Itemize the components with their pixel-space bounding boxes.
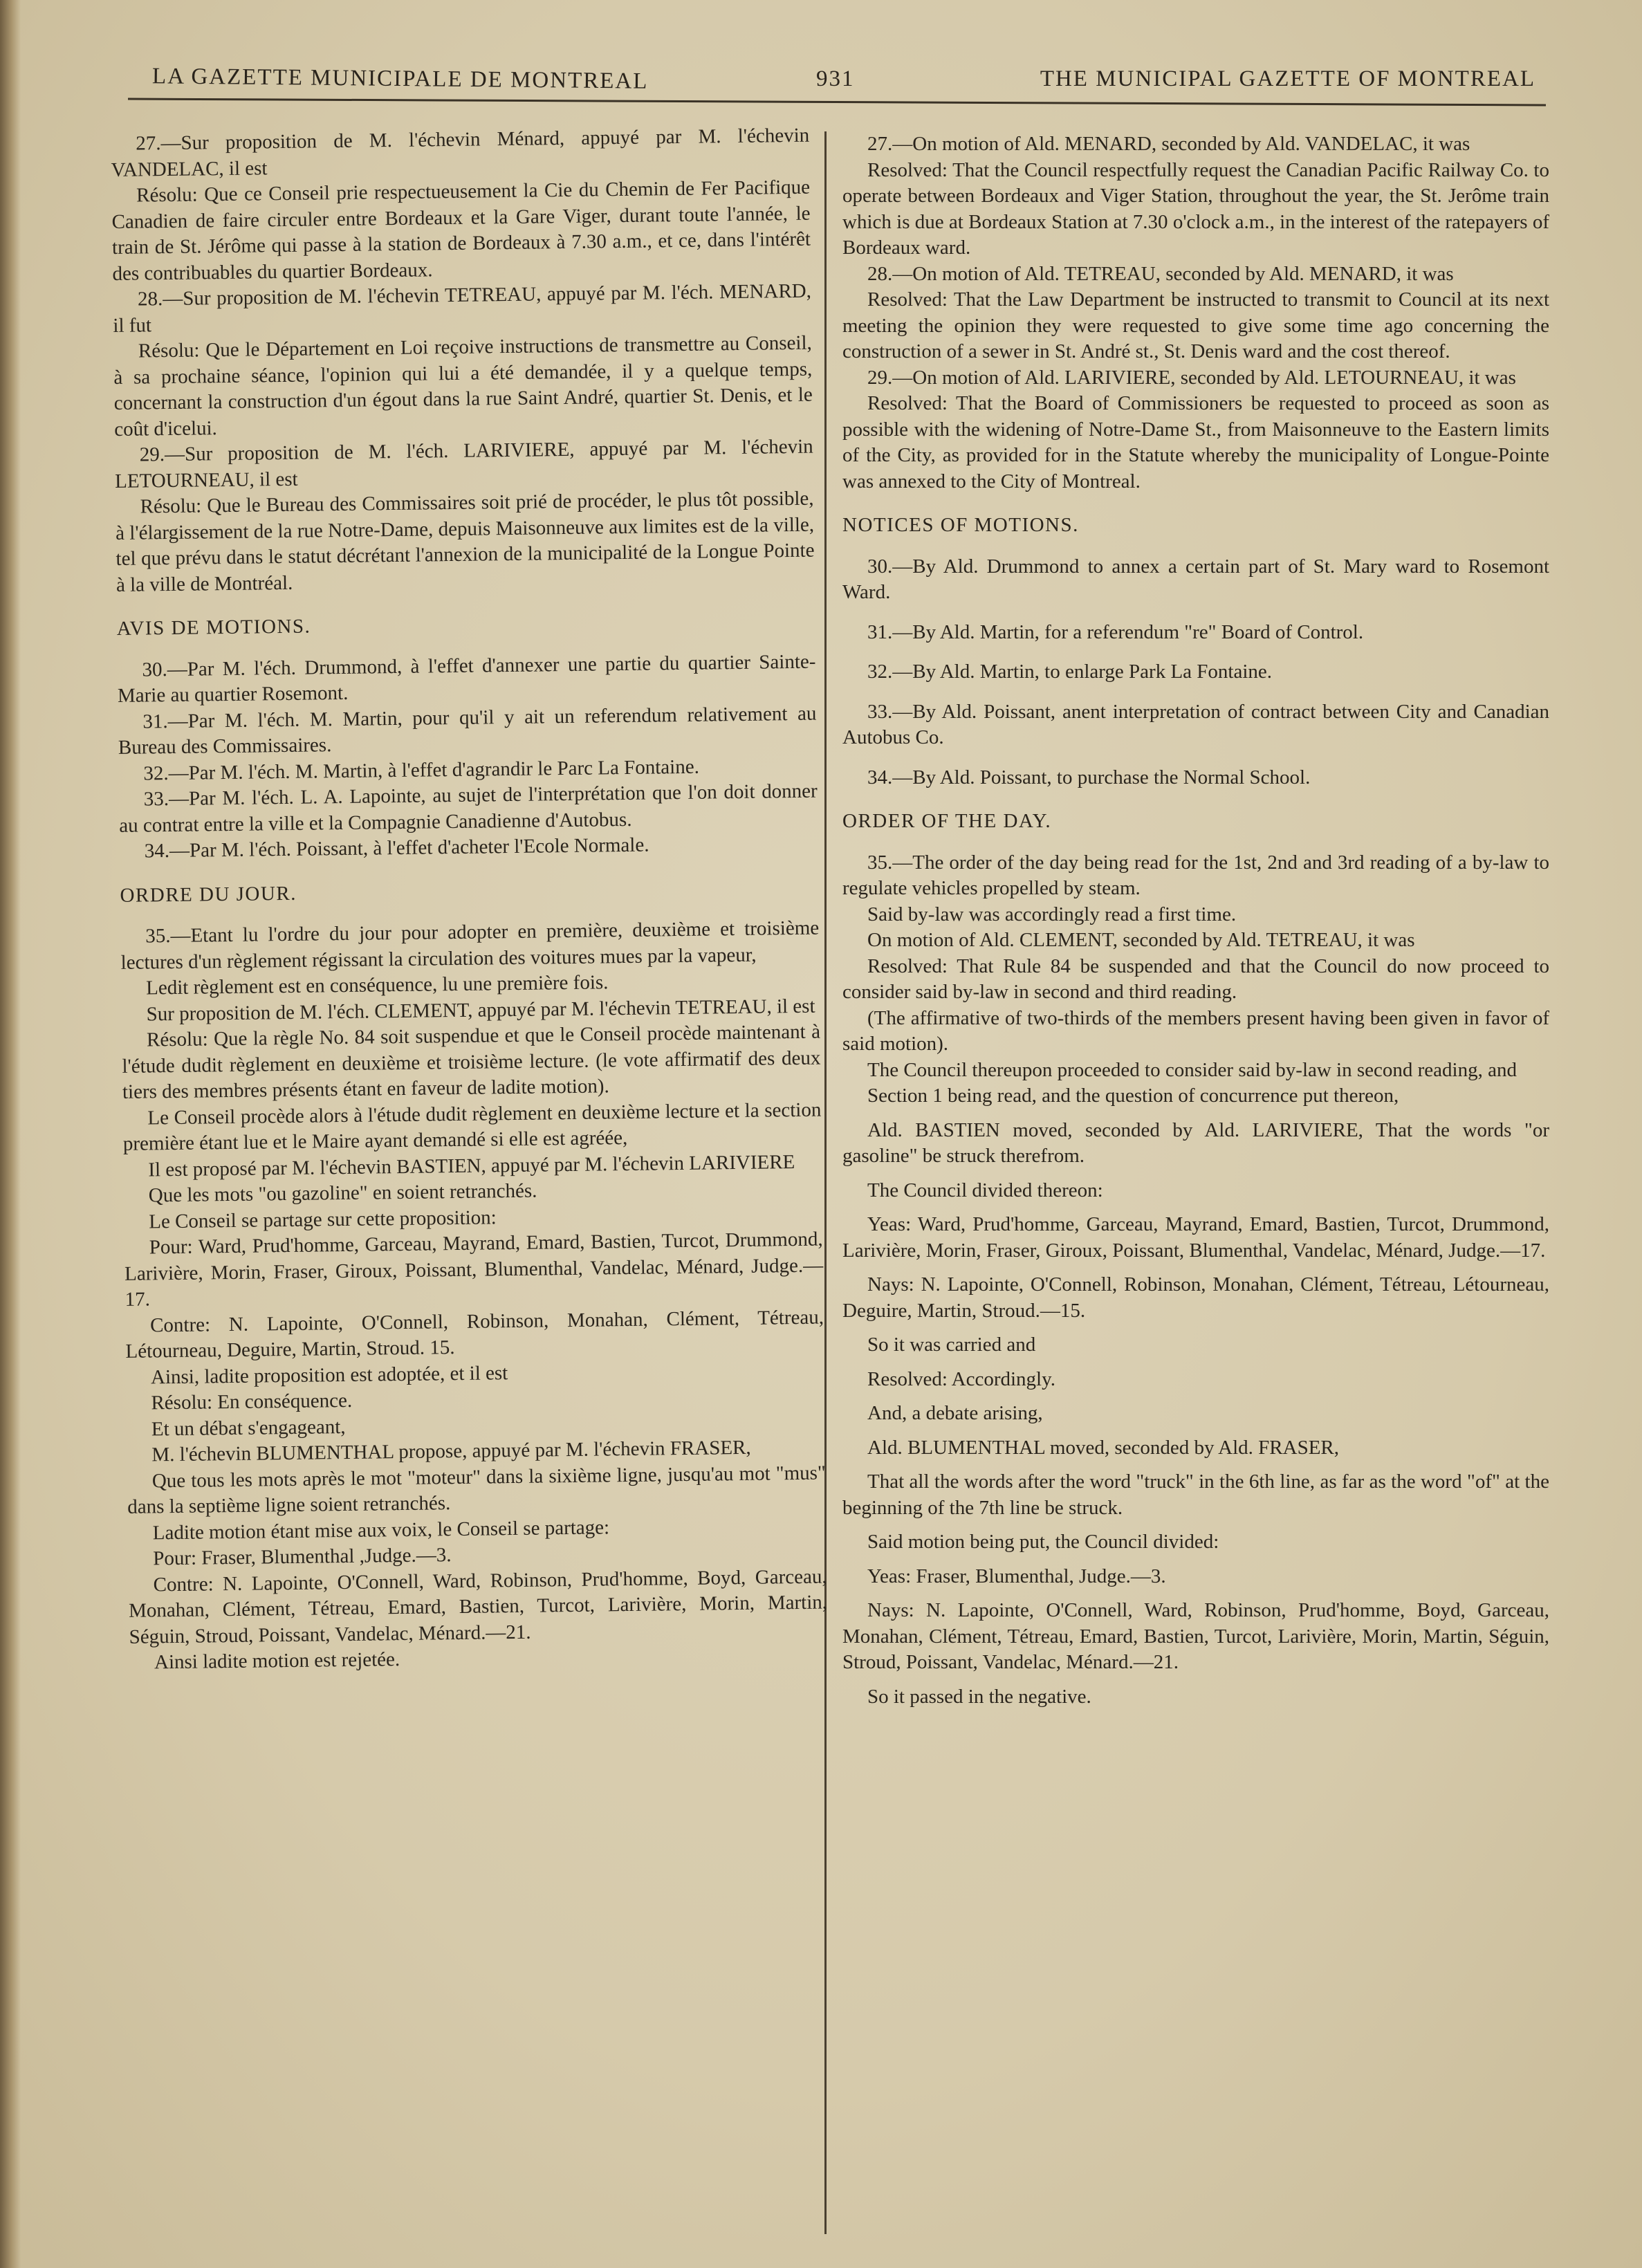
fr-order-35-vote: Ladite motion étant mise aux voix, le Conseil se partage: bbox=[152, 1515, 610, 1544]
fr-order-35-vote-nays: Contre: N. Lapointe, O'Connell, Ward, Robinson, Prud'homme, Boyd, Garceau, Monahan, Clément, Tétreau, Emard, Bastien, Turcot, Larivière, Morin, Martin, Séguin, Stroud, Poissant, Vandelac, Ménard.—21. bbox=[128, 1565, 828, 1648]
fr-order-35-debate: Et un débat s'engageant, bbox=[151, 1415, 346, 1440]
fr-motion-33: 33.—Par M. l'éch. L. A. Lapointe, au sujet de l'interprétation que l'on doit donner au contrat entre la ville et la Compagnie Canadienne d'Autobus. bbox=[119, 780, 818, 837]
fr-order-35-divided: Le Conseil se partage sur cette proposition: bbox=[149, 1206, 497, 1233]
en-order-35-section-1: Section 1 being read, and the question of concurrence put thereon, bbox=[867, 1085, 1399, 1107]
fr-resolution-29-body: Résolu: Que le Bureau des Commissaires soit prié de procéder, le plus tôt possible, à l'élargissement de la rue Notre-Dame, depuis Maisonneuve aux limites est de la ville, tel que prévu dans le statut décrétant l'annexion de la municipalité de la Longue Pointe à la ville de Montréal. bbox=[115, 487, 815, 596]
fr-resolution-29-intro: 29.—Sur proposition de M. l'éch. LARIVIERE, appuyé par M. l'échevin LETOURNEAU, il est bbox=[114, 435, 813, 492]
en-order-35-carried: So it was carried and bbox=[867, 1334, 1036, 1356]
fr-order-35-carried: Ainsi, ladite proposition est adoptée, et il est bbox=[150, 1361, 508, 1388]
fr-order-35-nays: Contre: N. Lapointe, O'Connell, Robinson, Monahan, Clément, Tétreau, Létourneau, Deguire, Martin, Stroud. 15. bbox=[125, 1306, 824, 1363]
fr-order-35-blumenthal-motion: Que tous les mots après le mot "moteur" dans la sixième ligne, jusqu'au mot "mus" dans la septième ligne soient retranchés. bbox=[127, 1462, 826, 1518]
en-order-35-nays: Nays: N. Lapointe, O'Connell, Robinson, Monahan, Clément, Tétreau, Létourneau, Deguire, Martin, Stroud.—15. bbox=[842, 1273, 1549, 1322]
en-order-35-resolved-accordingly: Resolved: Accordingly. bbox=[867, 1367, 1055, 1390]
en-order-35-bastien: Ald. BASTIEN moved, seconded by Ald. LARIVIERE, That the words "or gasoline" be struck therefrom. bbox=[842, 1118, 1549, 1167]
page-number: 931 bbox=[816, 66, 855, 91]
fr-order-35: 35.—Etant lu l'ordre du jour pour adopter en première, deuxième et troisième lectures d'un règlement régissant la circulation des voitures mues par la vapeur, bbox=[120, 916, 820, 974]
english-column bbox=[842, 131, 1549, 1710]
fr-order-35-blumenthal: M. l'échevin BLUMENTHAL propose, appuyé par M. l'échevin FRASER, bbox=[151, 1436, 751, 1466]
en-order-35-blumenthal-motion: That all the words after the word "truck" in the 6th line, as far as the word "of" at the beginning of the 7th line be struck. bbox=[842, 1470, 1549, 1519]
header-title-english: THE MUNICIPAL GAZETTE OF MONTREAL bbox=[1040, 66, 1535, 91]
en-heading-order: ORDER OF THE DAY. bbox=[842, 810, 1052, 832]
fr-order-35-amendment: Que les mots "ou gazoline" en soient retranchés. bbox=[148, 1179, 537, 1207]
en-motion-30: 30.—By Ald. Drummond to annex a certain part of St. Mary ward to Rosemont Ward. bbox=[842, 555, 1549, 603]
en-order-35: 35.—The order of the day being read for the 1st, 2nd and 3rd reading of a by-law to regulate vehicles propelled by steam. bbox=[842, 851, 1549, 899]
column-divider bbox=[824, 131, 827, 2234]
en-heading-notices: NOTICES OF MOTIONS. bbox=[842, 514, 1079, 536]
en-order-35-two-thirds: (The affirmative of two-thirds of the members present having been given in favor of said motion). bbox=[842, 1006, 1549, 1055]
fr-order-35-vote-yeas: Pour: Fraser, Blumenthal ,Judge.—3. bbox=[153, 1544, 452, 1570]
en-order-35-vote-yeas: Yeas: Fraser, Blumenthal, Judge.—3. bbox=[867, 1565, 1166, 1587]
fr-motion-32: 32.—Par M. l'éch. M. Martin, à l'effet d'agrandir le Parc La Fontaine. bbox=[143, 755, 700, 784]
fr-order-35-rejected: Ainsi ladite motion est rejetée. bbox=[154, 1648, 400, 1674]
fr-order-35-yeas: Pour: Ward, Prud'homme, Garceau, Mayrand, Emard, Bastien, Turcot, Drummond, Larivière, Morin, Fraser, Giroux, Poissant, Blumenthal, Vandelac, Ménard, Judge.—17. bbox=[124, 1228, 824, 1311]
fr-order-35-second-reading: Le Conseil procède alors à l'étude dudit règlement en deuxième lecture et la section première étant lue et le Maire ayant demandé si elle est agréée, bbox=[122, 1098, 822, 1155]
en-order-35-motion: On motion of Ald. CLEMENT, seconded by Ald. TETREAU, it was bbox=[867, 929, 1415, 951]
fr-motion-30: 30.—Par M. l'éch. Drummond, à l'effet d'annexer une partie du quartier Sainte-Marie au quartier Rosemont. bbox=[117, 650, 816, 707]
fr-resolution-28-intro: 28.—Sur proposition de M. l'échevin TETREAU, appuyé par M. l'éch. MENARD, il fut bbox=[113, 279, 812, 337]
fr-resolution-27-body: Résolu: Que ce Conseil prie respectueusement la Cie du Chemin de Fer Pacifique Canadien de faire circuler entre Bordeaux et la Gare Viger, durant toute l'année, le train de St. Jérôme qui passe à la station de Bordeaux à 7.30 a.m., et ce, dans l'intérêt des contribuables du quartier Bordeaux. bbox=[111, 176, 811, 285]
fr-motion-31: 31.—Par M. l'éch. M. Martin, pour qu'il y ait un referendum relativement au Bureau des Commissaires. bbox=[118, 702, 817, 759]
page-edge-shadow bbox=[0, 0, 21, 2268]
en-motion-31: 31.—By Ald. Martin, for a referendum "re" Board of Control. bbox=[867, 620, 1364, 643]
en-resolution-28-body: Resolved: That the Law Department be instructed to transmit to Council at its next meeting the opinion they were requested to give some time ago concerning the construction of a sewer in St. André st., St. Denis ward and the cost thereof. bbox=[842, 288, 1549, 362]
en-motion-33: 33.—By Ald. Poissant, anent interpretation of contract between City and Canadian Autobus Co. bbox=[842, 700, 1549, 748]
en-order-35-negative: So it passed in the negative. bbox=[867, 1685, 1091, 1708]
en-motion-34: 34.—By Ald. Poissant, to purchase the Normal School. bbox=[867, 766, 1311, 789]
fr-motion-34: 34.—Par M. l'éch. Poissant, à l'effet d'acheter l'Ecole Normale. bbox=[144, 833, 649, 863]
en-resolution-29-intro: 29.—On motion of Ald. LARIVIERE, seconded by Ald. LETOURNEAU, it was bbox=[867, 366, 1516, 389]
en-resolution-27-body: Resolved: That the Council respectfully request the Canadian Pacific Railway Co. to operate between Bordeaux and Viger Station, throughout the year, the St. Jerôme train which is due at Bordeaux Station at 7.30 o'clock a.m., in the interest of the ratepayers of Bordeaux ward. bbox=[842, 158, 1549, 259]
en-order-35-yeas: Yeas: Ward, Prud'homme, Garceau, Mayrand, Emard, Bastien, Turcot, Drummond, Larivière, Morin, Fraser, Giroux, Poissant, Blumenthal, Vandelac, Ménard, Judge.—17. bbox=[842, 1213, 1549, 1262]
en-order-35-first-reading: Said by-law was accordingly read a first time. bbox=[867, 903, 1237, 925]
fr-order-35-motion: Sur proposition de M. l'éch. CLEMENT, appuyé par M. l'échevin TETREAU, il est bbox=[146, 995, 815, 1025]
en-order-35-vote-nays: Nays: N. Lapointe, O'Connell, Ward, Robinson, Prud'homme, Boyd, Garceau, Monahan, Clément, Tétreau, Emard, Bastien, Turcot, Larivière, Morin, Martin, Séguin, Stroud, Poissant, Vandelac, Ménard.—21. bbox=[842, 1599, 1549, 1673]
fr-resolution-27-intro: 27.—Sur proposition de M. l'échevin Ménard, appuyé par M. l'échevin VANDELAC, il est bbox=[111, 124, 810, 181]
fr-resolution-28-body: Résolu: Que le Département en Loi reçoive instructions de transmettre au Conseil, à sa prochaine séance, l'opinion qui lui a été demandée, il y a quelque temps, concernant la construction d'un égout dans la rue Saint André, quartier St. Denis, et le coût d'icelui. bbox=[113, 331, 813, 441]
en-order-35-debate: And, a debate arising, bbox=[867, 1402, 1043, 1424]
en-resolution-28-intro: 28.—On motion of Ald. TETREAU, seconded by Ald. MENARD, it was bbox=[867, 262, 1454, 285]
en-order-35-blumenthal: Ald. BLUMENTHAL moved, seconded by Ald. FRASER, bbox=[867, 1436, 1340, 1459]
french-column bbox=[111, 123, 828, 1677]
fr-order-35-resolved: Résolu: Que la règle No. 84 soit suspendue et que le Conseil procède maintenant à l'étude dudit règlement en deuxième et troisième lecture. (le vote affirmatif des deux tiers des membres présents étant en faveur de ladite motion). bbox=[122, 1020, 821, 1103]
fr-order-35-bastien: Il est proposé par M. l'échevin BASTIEN, appuyé par M. l'échevin LARIVIERE bbox=[148, 1150, 795, 1181]
header-title-french: LA GAZETTE MUNICIPALE DE MONTREAL bbox=[151, 64, 649, 94]
en-motion-32: 32.—By Ald. Martin, to enlarge Park La Fontaine. bbox=[867, 661, 1273, 683]
en-order-35-second-reading: The Council thereupon proceeded to consider said by-law in second reading, and bbox=[867, 1058, 1517, 1081]
en-order-35-divided: The Council divided thereon: bbox=[867, 1179, 1103, 1201]
fr-heading-order: ORDRE DU JOUR. bbox=[120, 882, 297, 907]
en-resolution-27-intro: 27.—On motion of Ald. MENARD, seconded by Ald. VANDELAC, it was bbox=[867, 133, 1470, 155]
fr-order-35-first-reading: Ledit règlement est en conséquence, lu une première fois. bbox=[145, 971, 609, 999]
en-order-35-vote: Said motion being put, the Council divided: bbox=[867, 1531, 1219, 1553]
fr-heading-notices: AVIS DE MOTIONS. bbox=[116, 615, 311, 640]
en-resolution-29-body: Resolved: That the Board of Commissioners be requested to proceed as soon as possible with the widening of Notre-Dame St., from Maisonneuve to the Eastern limits of the City, as provided for in the Statute whereby the municipality of Longue-Pointe was annexed to the City of Montreal. bbox=[842, 392, 1549, 492]
en-order-35-resolved: Resolved: That Rule 84 be suspended and that the Council do now proceed to consider said by-law in second and third reading. bbox=[842, 955, 1549, 1003]
fr-order-35-resolved-accordingly: Résolu: En conséquence. bbox=[151, 1389, 353, 1414]
